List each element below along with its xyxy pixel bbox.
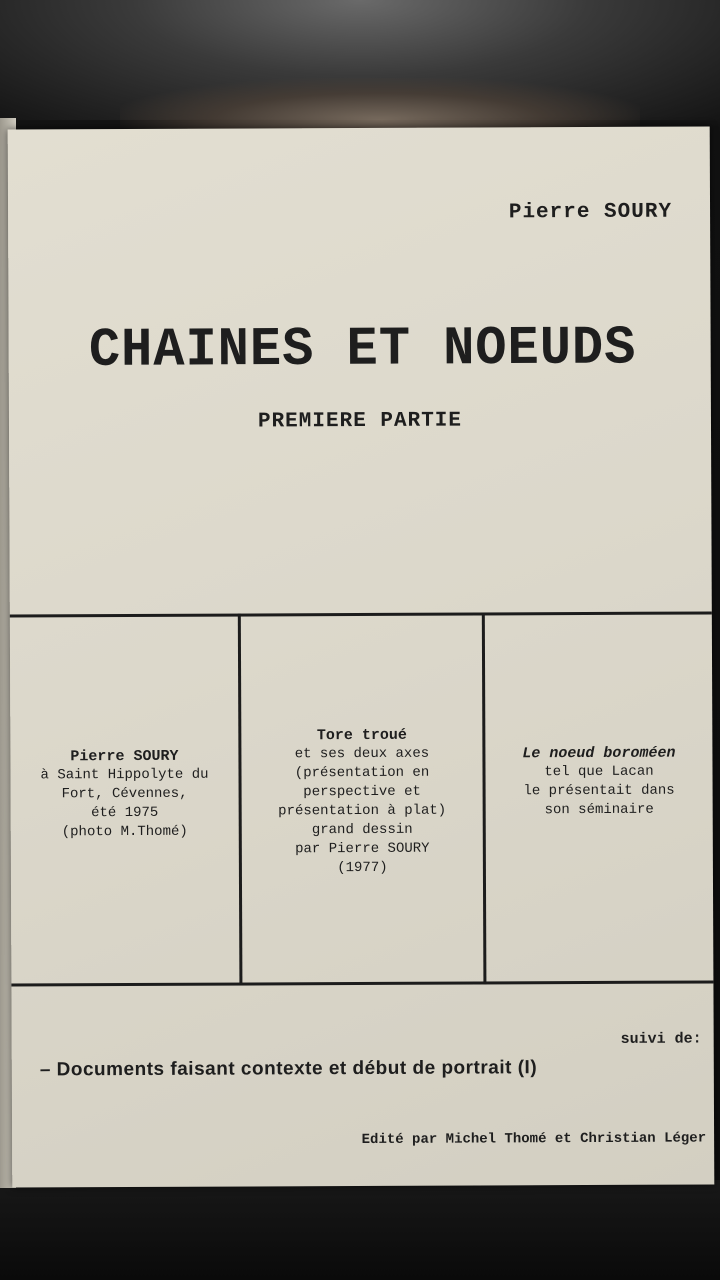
panel-heading: Tore troué [316, 726, 407, 745]
panel-line: (photo M.Thomé) [61, 823, 188, 841]
panel-heading: Pierre SOURY [70, 747, 179, 766]
panel-line: présentation à plat) [278, 802, 447, 820]
panel-line: (présentation en [294, 764, 430, 782]
panel-line: le présentait dans [523, 782, 675, 800]
panel-line: perspective et [303, 783, 421, 801]
panel-line: tel que Lacan [544, 763, 654, 781]
panel-line: son séminaire [544, 801, 654, 819]
panel-torus-caption [241, 725, 483, 878]
panel-line: (1977) [337, 859, 388, 877]
panel-line: été 1975 [91, 804, 159, 822]
author-name: Pierre SOURY [508, 200, 673, 225]
documents-line: – Documents faisant contexte et début de portrait (I) [39, 1057, 538, 1081]
panel-line: Fort, Cévennes, [61, 785, 188, 803]
panel-knot-caption [485, 743, 712, 820]
divider-bottom [11, 980, 713, 986]
page-subtitle: PREMIERE PARTIE [257, 409, 463, 434]
edited-by: Edité par Michel Thomé et Christian Léger [361, 1130, 707, 1149]
page-title: CHAINES ET NOEUDS [88, 317, 637, 382]
book-page [8, 126, 715, 1187]
panel-heading: Le noeud boroméen [522, 744, 676, 763]
background-table [0, 1180, 720, 1280]
panel-line: et ses deux axes [294, 745, 430, 763]
suivi-label: suivi de: [620, 1030, 702, 1048]
divider-top [10, 611, 712, 617]
panel-photo-caption [10, 747, 238, 843]
panel-line: à Saint Hippolyte du [40, 766, 209, 784]
panel-line: par Pierre SOURY [295, 840, 430, 858]
panel-line: grand dessin [311, 821, 413, 839]
